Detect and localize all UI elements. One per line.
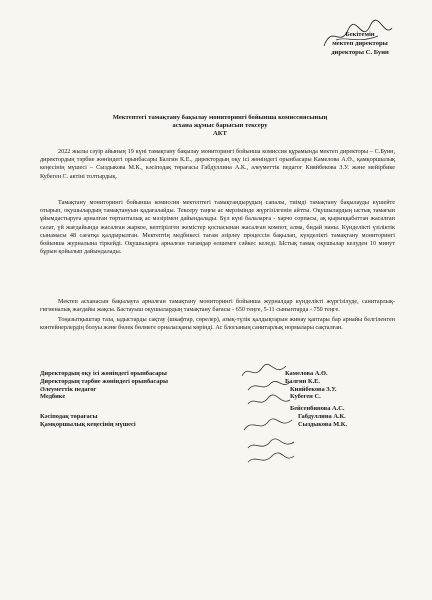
signature-name: Кубеген С.: [290, 393, 321, 401]
paragraph-2: Тамақтану мониторингі бойынша комиссия мектептегі тамақтандырудың сапалы, тиімді тамақтану бақылауды күшейте отырып, оқушылардың тамақтануын қадағалайды. Тексеру таңғы ас мерзімінде жүргізілгенін айтты. Оқушылардың ыстық тамағын ұйымдастыруға арналған төртапталық ас мәзірімен дайындалады. Бүл күні балаларға - харчо сорпасы, ақ қырыққабаттан жасалған салат, үй жағдайында жасалған жаркое, кептірілген жемістер қоспасынан жасалған компот, алма, бидай наны. Күнделікті үзіліктік сынамасы 48 сағатқа қалдырылған. Мектептің медбикесі тағам әзірлеу процессін бақылап, күнделікті тамақтану мониторингі бойынша журналына тіркейді. Оқушыларға арналған тағамдар өлшемге сәйкес келеді. Ыстық тамақ оқушылар келуден 10 минут бұрын қойылып дайындалады.: [40, 199, 395, 256]
signature-role: Әлеуметтік педагог: [40, 385, 97, 393]
paragraph-3: Мектеп асханасын бақылауға арналған тамақтану мониторингі бойынша журналдар күнделікті жүргізілуде, санитарлық-гигиеналық жағдайы жақсы. Бастауыш оқушылардың тамақтану бағасы - 650 теңге, 5-11 сыныптарда - 750 теңге.: [40, 298, 395, 314]
signature-role: Қамқоршылық кеңесінің мүшесі: [40, 420, 136, 428]
signature-name: Камелова А.Ө.: [285, 370, 328, 377]
paragraph-1: 2022 жылы сәуір айының 19 күні тамақтану бақылау мониторингі бойынша комиссия құрамында мектеп директоры – С.Буин, директордың тәрбие жөніндегі орынбасары Балгин К.Е., директордың оқу ісі жөніндегі орынбасары Камелова А.Ө., қамқоршылық кеңесінің мүшесі – Сыздыкова М.К., кәсіподақ төрағасы Габдуллина А.К., әлеуметтік педагог Кияйбекова З.У. және мейірбике Кубеген С. актіні толтырдық.: [40, 148, 395, 180]
signature-scribble-icon: [244, 452, 298, 468]
signature-scribble-icon: [244, 378, 294, 394]
approval-line-2: мектеп директоры: [332, 40, 388, 47]
signature-scribble-icon: [246, 394, 296, 410]
signature-row: [40, 393, 400, 401]
signature-row: [40, 378, 400, 386]
signature-role: Кәсіподақ төрағасы: [40, 412, 98, 420]
signature-name: Кияйбекова З.У.: [290, 385, 337, 393]
title-line-2: асхана жұмыс барысын тексеру: [172, 122, 268, 129]
signature-role: Медбике: [40, 393, 66, 401]
signature-name: Сыздыкова М.К.: [298, 420, 348, 428]
signature-row: [40, 370, 400, 378]
signature-name: Бейсенбинова А.С.: [290, 405, 345, 413]
signature-block: [40, 370, 400, 429]
signature-name: Габдуллина А.К.: [298, 412, 346, 420]
signature-row: [40, 421, 400, 429]
approval-line-3: директоры С. Буин: [331, 49, 389, 56]
signature-scribble-icon: [240, 416, 300, 434]
approval-block: [300, 30, 420, 57]
approval-line-1: Бекітемін: [345, 31, 375, 38]
signature-row: [40, 413, 400, 421]
signature-name: Балгин К.Е.: [285, 377, 321, 385]
signature-row: [40, 405, 400, 413]
title-line-3: АКТ: [213, 130, 227, 137]
title-line-1: Мектептегі тамақтану бақылау мониторингі бойынша комиссиясының: [112, 114, 328, 121]
signature-role: Директордың оқу ісі жөніндегі орынбасары: [40, 370, 167, 377]
signature-role: Директордың тәрбие жөніндегі орынбасары: [40, 377, 168, 385]
paragraph-4: Тоңазытқыштар таза, ыдыстарды сақтау (шкафтар, сөрелер), азық-түлік қалдықтарын жинау қаптары бар арнайы белгіленген контейнерлердің болуы және бөлек бөлмеге орналасқаны көрінді. Ас блогының санитарлық нормалары сақталған.: [40, 316, 395, 332]
signature-row: [40, 386, 400, 394]
document-title: [70, 114, 370, 138]
